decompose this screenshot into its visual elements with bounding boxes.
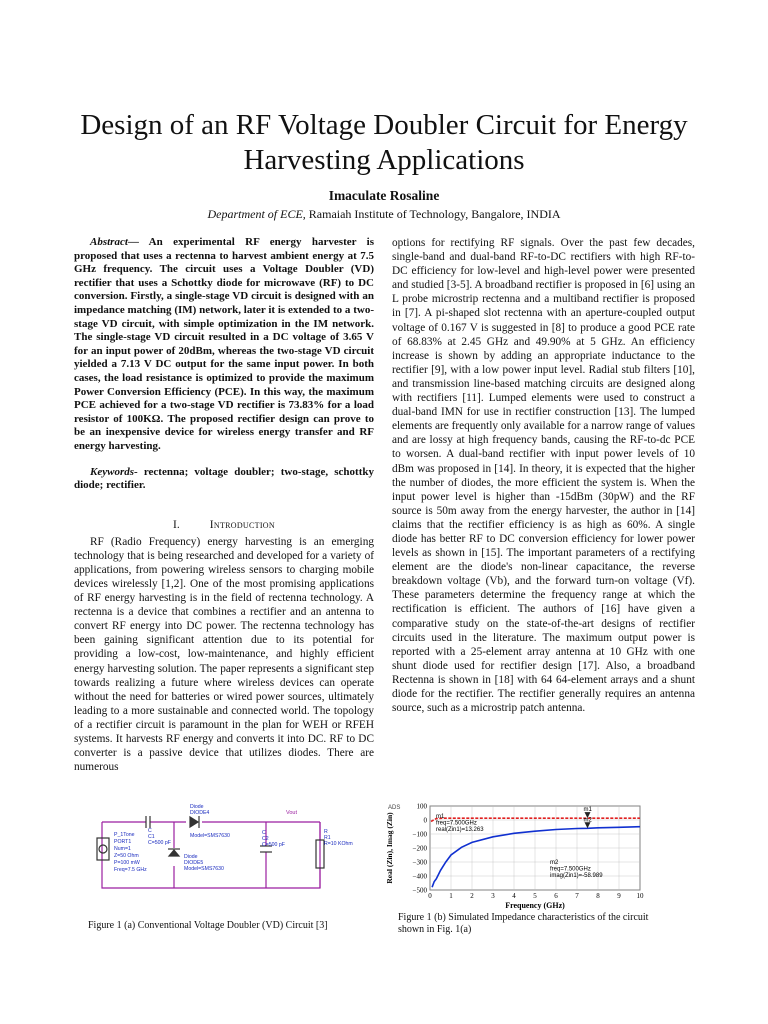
c1-text-1: C1 (148, 834, 155, 840)
port-text-1: PORT1 (114, 839, 132, 845)
marker-m2-tag: m2 (583, 817, 592, 824)
figure-1b-chart (382, 800, 652, 910)
y-tick-label: −100 (412, 830, 427, 839)
x-tick-label: 5 (533, 892, 537, 900)
left-column (74, 236, 374, 774)
diode4-text-2: Model=SMS7630 (190, 833, 230, 839)
port-text-0: P_1Tone (114, 832, 135, 838)
abstract (74, 236, 374, 454)
marker-m1-readout: m1 (436, 814, 445, 820)
r1-text-0: R (324, 829, 328, 835)
marker-m2-readout: freq=7.500GHz (550, 866, 591, 873)
intro-paragraph-right: options for rectifying RF signals. Over the past few decades, single-band and dual-band RF-to-DC rectifiers with high RF-to-DC efficiency for low-level and high-level power were presented and studied [3-5]. A broadband rectifier is proposed in [6] using an L probe microstrip rectenna and a multiband rectifier is proposed in [7]. A pi-shaped slot rectenna with an aperture-coupled output voltage of 0.167 V is suggested in [8] to produce a good PCE rate of 68.83% at 2.45 GHz and 49.90% at 5 GHz. An efficiency increase is shown by adding an appropriate inductance to the rectifier [9], with a low power input level. Radial stub filters [10], and transmission line-based matching circuits are designed along with rectifiers [11]. Lumped elements were used to construct a dual-band IMN for use in rectifier construction [13]. The lumped elements are frequently only available for a narrow range of values and are lossy at high frequency bands, causing the RF-to-dc PCE to worsen. A dual-band rectifier with input power levels of 10 dBm was proposed in [14]. In theory, it is expected that the higher the number of diodes, the more efficient the system is. When the input power level is higher than -15dBm (30pW) and the RF source is 50m away from the energy harvester, the author in [14] claims that the rectifier efficiency is as high as 60%. A single diode has better RF to DC conversion efficiency for lower power levels as shown in [15]. The important parameters of a rectifying element are the diode's non-linear capacitance, the reverse breakdown voltage (Vb), and the forward turn-on voltage (Vf). These parameters determine the frequency range at which the rectification is efficient. The authors of [16] have given a comparative study on the state-of-the-art designs of rectifier circuits used in the literature. The maximum output power is reported with a 25-element array antenna at 10 GHz with one shunt diode used for rectifier design [17]. Also, a broadband Rectenna is shown in [18] with 64 64-element arrays and a shunt diode for the rectifier. The rectifier generally requires an antenna source, such as a microstrip patch antenna. (392, 237, 695, 715)
diode5-text-2: Model=SMS7630 (184, 866, 224, 872)
figure-1a-schematic (86, 800, 353, 900)
marker-m2-readout: m2 (550, 860, 559, 866)
x-tick-label: 1 (449, 892, 453, 900)
intro-paragraph-left: RF (Radio Frequency) energy harvesting is an emerging technology that is being researched and developed for a variety of applications, from powering wireless sensors to charging mobile devices wirelessly [1,2]. One of the most promising applications of RF energy harvesting is in the field of rectenna technology. A rectenna is a device that combines a rectifier and an antenna to convert RF energy into DC power. The rectenna technology has been gaining significant attention due to its potential for providing a low-cost, low-maintenance, and highly efficient energy harvesting solution. The paper represents a significant step towards realizing a future where wireless devices can operate without the need for batteries or wired power sources, ultimately leading to a more sustainable and connected world. The topology of a rectifier circuit is paramount in the plan for WEH or RFEH systems. It harvests RF energy and converts it into DC. RF to DC converter is a passive device that utilizes diodes. There are numerous (74, 535, 374, 774)
figure-1b-caption: Figure 1 (b) Simulated Impedance characteristics of the circuit shown in Fig. 1(a) (398, 912, 649, 935)
diode5-text-0: Diode (184, 854, 198, 860)
y-tick-label: −300 (412, 858, 427, 867)
affiliation (60, 207, 708, 222)
x-tick-label: 10 (636, 892, 644, 900)
section-number: I. (173, 518, 180, 531)
marker-m1-tag: m1 (583, 807, 592, 814)
c2-text-1: C2 (262, 836, 269, 842)
c2-text-0: C (262, 830, 266, 836)
author-name: Imaculate Rosaline (328, 188, 440, 203)
x-tick-label: 7 (575, 892, 579, 900)
marker-m1-readout: real(Zin1)=13.263 (436, 827, 484, 833)
vout-label: Vout (286, 810, 298, 816)
x-tick-label: 8 (596, 892, 600, 900)
figure-1a-caption: Figure 1 (a) Conventional Voltage Doubler (VD) Circuit [3] (88, 920, 328, 931)
abstract-text: — An experimental RF energy harvester is proposed that uses a rectenna to harvest ambient energy at 7.5 GHz frequency. The circuit uses a Voltage Doubler (VD) rectifier that uses a Schottky diode for microwave (RF) to DC conversion. Firstly, a single-stage VD circuit is designed with an impedance matching (IM) network, later it is extended to a two-stage VD circuit, with simple optimization in the IM network. The single-stage VD circuit resulted in a DC voltage of 3.65 V for an input power of 20dBm, whereas the two-stage VD circuit yielded a 7.13 V DC output for the same input power. In both cases, the load resistance is optimized to provide the maximum Power Conversion Efficiency (PCE). In this way, the maximum PCE achieved for a two-stage VD rectifier is 73.83% for a load resistor of 100KΩ. The proposed rectifier design can prove to be an inexpensive device for wireless energy transfer and RF energy harvesting. (74, 236, 374, 452)
ads-label: ADS (388, 805, 401, 811)
affiliation-inst: Ramaiah Institute of Technology, Bangalore, INDIA (305, 207, 561, 221)
x-tick-label: 6 (554, 892, 558, 900)
keywords (74, 466, 374, 493)
diode4-text-1: DIODE4 (190, 810, 210, 816)
port-text-2: Num=1 (114, 846, 131, 852)
x-tick-label: 9 (617, 892, 621, 900)
c1-text-0: C (148, 828, 152, 834)
keywords-text: - rectenna; voltage doubler; two-stage, schottky diode; rectifier. (74, 465, 374, 492)
x-tick-label: 2 (470, 892, 474, 900)
abstract-label: Abstract (90, 236, 128, 248)
c1-text-2: C=500 pF (148, 840, 171, 846)
marker-m1-readout: freq=7.500GHz (436, 820, 477, 827)
paper-title: Design of an RF Voltage Doubler Circuit for Energy Harvesting Applications (80, 109, 688, 176)
section-title: Introduction (209, 518, 275, 531)
x-tick-label: 0 (428, 892, 432, 900)
port-text-4: P=100 mW (114, 860, 140, 866)
doi-sidebar (6, 92, 28, 952)
section-heading (74, 519, 374, 531)
x-tick-label: 4 (512, 892, 516, 900)
marker-m2-readout: imag(Zin1)=-58.989 (550, 873, 603, 879)
y-tick-label: 100 (416, 802, 427, 811)
c2-text-2: C=500 pF (262, 842, 285, 848)
y-axis-label: Real (Zin), Imag (Zin) (385, 812, 394, 884)
y-tick-label: −400 (412, 872, 427, 881)
keywords-label: Keywords (90, 465, 134, 478)
r1-text-1: R1 (324, 835, 331, 841)
right-column (392, 236, 695, 715)
diode4-text-0: Diode (190, 804, 204, 810)
port-text-5: Freq=7.5 GHz (114, 867, 147, 873)
diode5-text-1: DIODE5 (184, 860, 204, 866)
affiliation-dept: Department of ECE, (207, 207, 306, 221)
port-text-3: Z=50 Ohm (114, 853, 139, 859)
y-tick-label: −200 (412, 844, 427, 853)
y-tick-label: 0 (423, 816, 427, 825)
y-tick-label: −500 (412, 886, 427, 895)
r1-text-2: R=10 KOhm (324, 841, 353, 847)
x-axis-label: Frequency (GHz) (505, 901, 565, 910)
x-tick-label: 3 (491, 892, 495, 900)
